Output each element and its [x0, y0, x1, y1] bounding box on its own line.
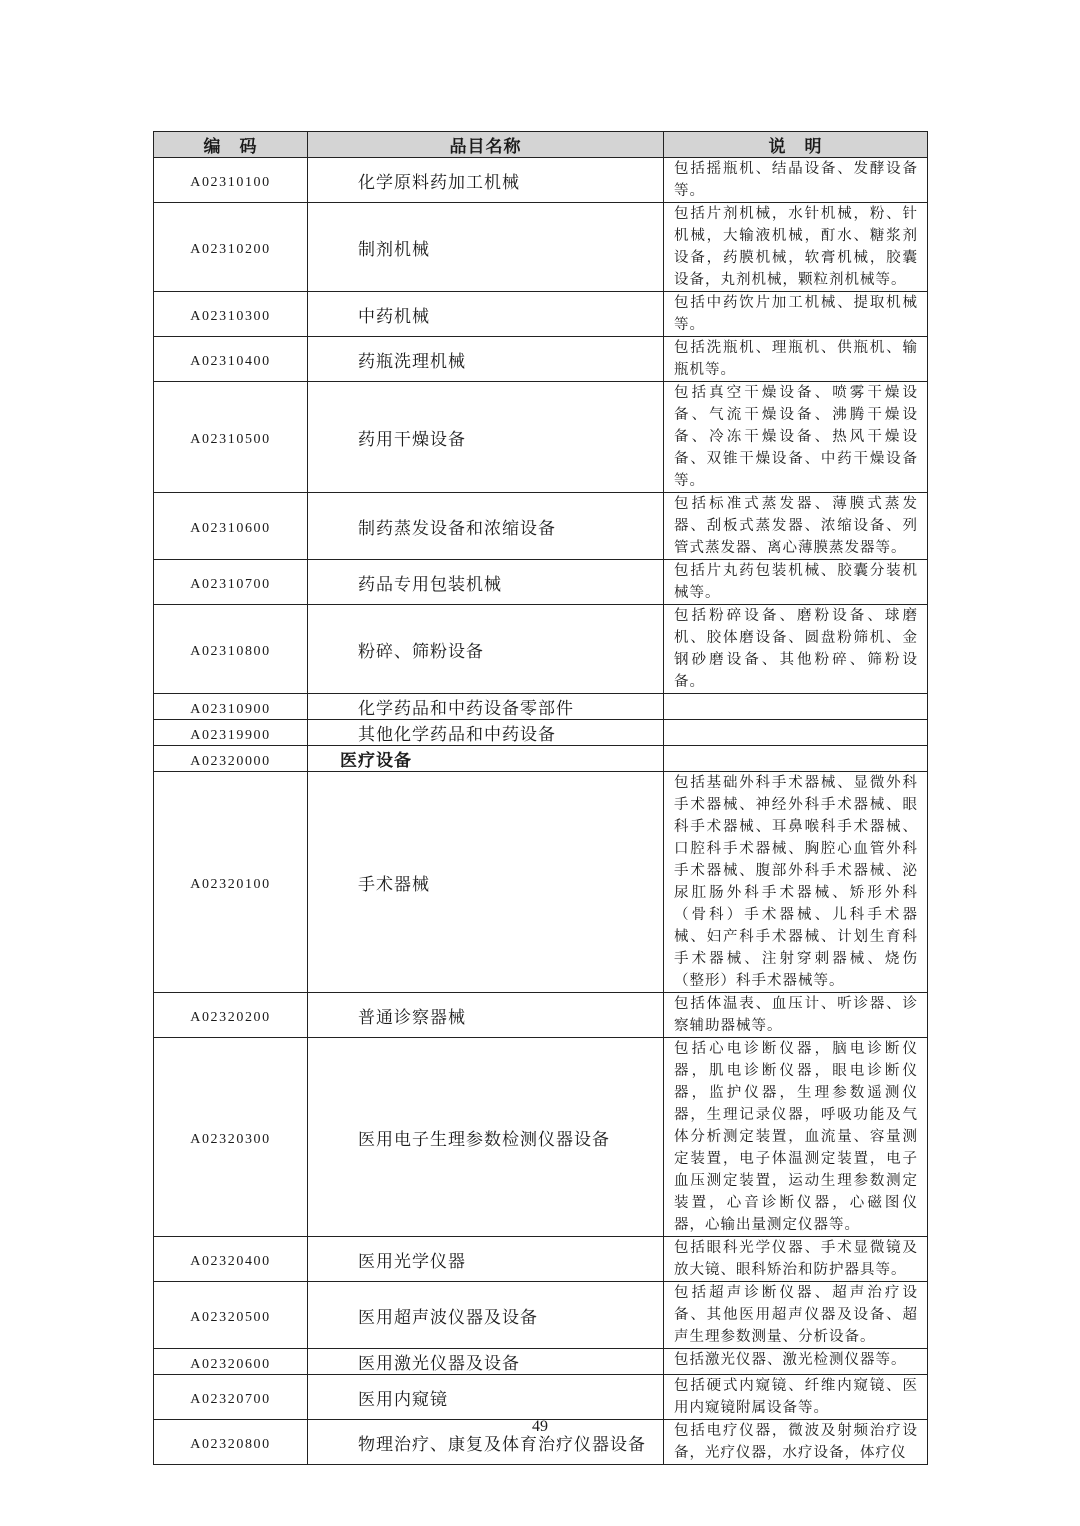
code-cell: A02310800: [154, 605, 308, 694]
description-cell: 包括粉碎设备、磨粉设备、球磨机、胶体磨设备、圆盘粉筛机、金钢砂磨设备、其他粉碎、筛粉设备。: [664, 605, 928, 694]
description-cell: 包括标准式蒸发器、薄膜式蒸发器、刮板式蒸发器、浓缩设备、列管式蒸发器、离心薄膜蒸发器等。: [664, 493, 928, 560]
code-cell: A02310100: [154, 158, 308, 203]
item-name-cell: 医用光学仪器: [308, 1237, 664, 1282]
table-row: [154, 1375, 928, 1420]
table-row: [154, 493, 928, 560]
item-name-cell: 制剂机械: [308, 203, 664, 292]
item-name-cell: 物理治疗、康复及体育治疗仪器设备: [308, 1420, 664, 1465]
description-cell: 包括中药饮片加工机械、提取机械等。: [664, 292, 928, 337]
page-number: 49: [532, 1418, 548, 1435]
code-cell: A02310600: [154, 493, 308, 560]
table-row: [154, 605, 928, 694]
table-row: [154, 382, 928, 493]
description-cell: 包括眼科光学仪器、手术显微镜及放大镜、眼科矫治和防护器具等。: [664, 1237, 928, 1282]
catalog-table-container: [153, 131, 927, 1465]
code-cell: A02320000: [154, 746, 308, 772]
item-name-cell: 普通诊察器械: [308, 993, 664, 1038]
code-cell: A02310400: [154, 337, 308, 382]
item-name-cell: 化学药品和中药设备零部件: [308, 694, 664, 720]
description-cell: [664, 720, 928, 746]
description-cell: 包括真空干燥设备、喷雾干燥设备、气流干燥设备、沸腾干燥设备、冷冻干燥设备、热风干燥设备、双锥干燥设备、中药干燥设备等。: [664, 382, 928, 493]
header-item-name: 品目名称: [308, 132, 664, 158]
description-cell: 包括基础外科手术器械、显微外科手术器械、神经外科手术器械、眼科手术器械、耳鼻喉科手术器械、口腔科手术器械、胸腔心血管外科手术器械、腹部外科手术器械、泌尿肛肠外科手术器械、矫形外科（骨科）手术器械、儿科手术器械、妇产科手术器械、计划生育科手术器械、注射穿刺器械、烧伤（整形）科手术器械等。: [664, 772, 928, 993]
code-cell: A02310500: [154, 382, 308, 493]
description-cell: 包括体温表、血压计、听诊器、诊察辅助器械等。: [664, 993, 928, 1038]
table-row: [154, 1038, 928, 1237]
description-cell: 包括超声诊断仪器、超声治疗设备、其他医用超声仪器及设备、超声生理参数测量、分析设备。: [664, 1282, 928, 1349]
code-cell: A02320400: [154, 1237, 308, 1282]
table-row: [154, 694, 928, 720]
code-cell: A02310200: [154, 203, 308, 292]
item-name-cell: 医用超声波仪器及设备: [308, 1282, 664, 1349]
table-row: [154, 292, 928, 337]
description-cell: 包括片剂机械，水针机械，粉、针机械，大输液机械，酊水、糖浆剂设备，药膜机械，软膏机械，胶囊设备，丸剂机械，颗粒剂机械等。: [664, 203, 928, 292]
item-name-cell: 中药机械: [308, 292, 664, 337]
description-cell: 包括洗瓶机、理瓶机、供瓶机、输瓶机等。: [664, 337, 928, 382]
table-row: [154, 993, 928, 1038]
item-name-cell: 药瓶洗理机械: [308, 337, 664, 382]
table-row: [154, 560, 928, 605]
item-name-cell: 医用内窥镜: [308, 1375, 664, 1420]
table-row: [154, 203, 928, 292]
item-name-cell: 手术器械: [308, 772, 664, 993]
description-cell: 包括电疗仪器，微波及射频治疗设备，光疗仪器，水疗设备，体疗仪: [664, 1420, 928, 1465]
code-cell: A02310700: [154, 560, 308, 605]
catalog-table: [153, 131, 928, 1465]
table-row: [154, 158, 928, 203]
header-code: 编 码: [154, 132, 308, 158]
item-name-cell: 医疗设备: [308, 746, 664, 772]
table-header-row: [154, 132, 928, 158]
code-cell: A02320500: [154, 1282, 308, 1349]
code-cell: A02320300: [154, 1038, 308, 1237]
item-name-cell: 药品专用包装机械: [308, 560, 664, 605]
table-row: [154, 337, 928, 382]
table-row: [154, 746, 928, 772]
item-name-cell: 医用电子生理参数检测仪器设备: [308, 1038, 664, 1237]
table-row: [154, 1349, 928, 1375]
item-name-cell: 粉碎、筛粉设备: [308, 605, 664, 694]
code-cell: A02320200: [154, 993, 308, 1038]
description-cell: 包括片丸药包装机械、胶囊分装机械等。: [664, 560, 928, 605]
code-cell: A02310900: [154, 694, 308, 720]
description-cell: [664, 694, 928, 720]
item-name-cell: 其他化学药品和中药设备: [308, 720, 664, 746]
code-cell: A02320700: [154, 1375, 308, 1420]
code-cell: A02320600: [154, 1349, 308, 1375]
item-name-cell: 化学原料药加工机械: [308, 158, 664, 203]
description-cell: 包括激光仪器、激光检测仪器等。: [664, 1349, 928, 1375]
code-cell: A02310300: [154, 292, 308, 337]
description-cell: 包括心电诊断仪器，脑电诊断仪器，肌电诊断仪器，眼电诊断仪器，监护仪器，生理参数遥测仪器，生理记录仪器，呼吸功能及气体分析测定装置，血流量、容量测定装置，电子体温测定装置，电子血压测定装置，运动生理参数测定装置，心音诊断仪器，心磁图仪器，心输出量测定仪器等。: [664, 1038, 928, 1237]
description-cell: 包括硬式内窥镜、纤维内窥镜、医用内窥镜附属设备等。: [664, 1375, 928, 1420]
item-name-cell: 药用干燥设备: [308, 382, 664, 493]
table-row: [154, 1282, 928, 1349]
description-cell: 包括摇瓶机、结晶设备、发酵设备等。: [664, 158, 928, 203]
table-row: [154, 1237, 928, 1282]
table-row: [154, 772, 928, 993]
item-name-cell: 制药蒸发设备和浓缩设备: [308, 493, 664, 560]
description-cell: [664, 746, 928, 772]
code-cell: A02319900: [154, 720, 308, 746]
code-cell: A02320100: [154, 772, 308, 993]
item-name-cell: 医用激光仪器及设备: [308, 1349, 664, 1375]
header-description: 说 明: [664, 132, 928, 158]
code-cell: A02320800: [154, 1420, 308, 1465]
table-row: [154, 720, 928, 746]
